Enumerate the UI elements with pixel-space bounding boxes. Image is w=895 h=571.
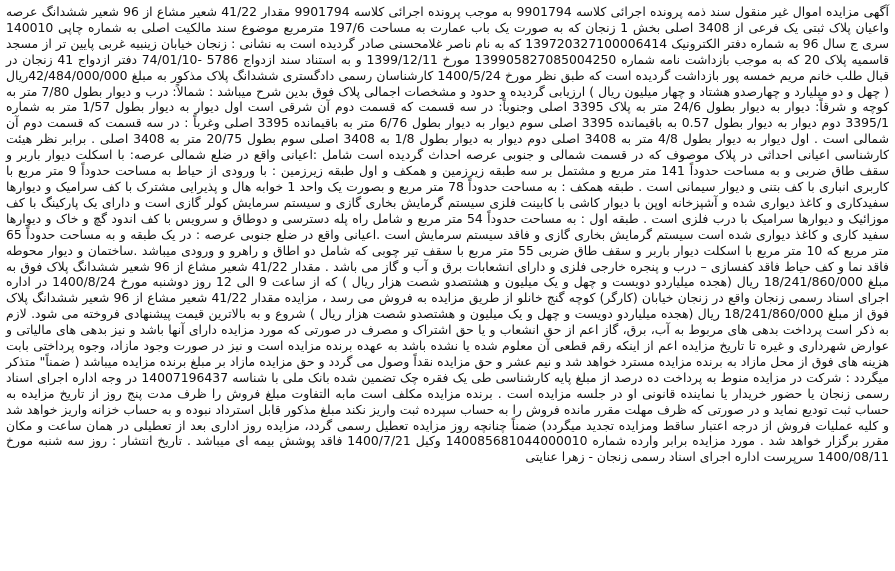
notice-body	[6, 4, 889, 465]
notice-text: آگهی مزایده اموال غیر منقول سند ذمه پرونده اجرائی کلاسه 9901794 به موجب پرونده اجرائی کلاسه 9901794 مقدار 41/22 شعیر مشاع از 96 شعیر ششدانگ عرصه واعیان پلاک ثبتی یک فرعی از 3408 اصلی بخش 1 زنجان که به صورت یک باب عمارت به مساحت 197/6 مترمربع موضوع سند مالکیت اصلی به شماره چاپی 140010 سری ج سال 96 به شماره دفتر الکترونیک 139720327100006414 که به نام ناصر غلامحسنی صادر گردیده است به نشانی : زنجان خیابان زینبیه غربی پایین تر از مسجد قاسمیه پلاک 20 که به موجب بازداشت نامه شماره 139905827085004250 مورخ 1399/12/11 و به استناد سند ازدواج 5786 -74/01/10 دفتر ازدواج 41 زنجان در قبال طلب خانم مریم خمسه پور بازداشت گردیده است که طبق نظر مورخ 1400/5/24 کارشناسان رسمی دادگستری ششدانگ پلاک مذکور به مبلغ 42/484/000/000ریال ( چهل و دو میلیارد و چهارصدو هشتاد و چهار میلیون ریال ) ارزیابی گردیده و حدود و مشخصات اجمالی پلاک فوق بدین شرح میباشد : شمالاً: درب و دیوار بطول 7/80 متر به کوچه و شرقاً: دیوار به دیوار بطول 24/6 متر به پلاک 3395 اصلی وجنوباً: در سه قسمت که قسمت دوم آن شرقی است اول دیوار به دیوار بطول 1/57 متر به شماره 3395/1 دوم دیوار به دیوار بطول 0.57 به باقیمانده 3395 اصلی سوم دیوار به دیوار بطول 6/76 متر به باقیمانده 3395 اصلی وغرباً : در سه قسمت که قسمت دوم آن شمالی است . اول دیوار به دیوار بطول 4/8 متر به 3408 اصلی دوم دیوار به دیوار بطول 1/8 به 3408 اصلی سوم بطول 20/75 متر به 3408 اصلی . برابر نظر هیئت کارشناسی اعیانی احداثی در پلاک موصوف که در قسمت شمالی و جنوبی عرصه احداث گردیده است شامل :اعیانی واقع در ضلع شمالی عرصه: با اسکلت دیوار باربر و سقف طاق ضربی و به مساحت حدوداً 141 متر مربع و مشتمل بر سه طبقه زیرزمین و همکف و اول طبقه زیرزمین : با ورودی از حیاط به مساحت حدوداً 9 متر مربع با کاربری انباری با کف بتنی و دیوار سیمانی است . طبقه همکف : به مساحت حدوداً 78 متر مربع و بصورت یک واحد 1 خوابه هال و پذیرایی مشترک با کف سرامیک و دیوارها سفیدکاری و کاغذ دیواری شده و آشپزخانه اوپن با دیوار کاشی با کابینت فلزی سیستم گرمایش بخاری گازی و سیستم سرمایش کولر گازی است و دارای یک پارکینگ با کف موزائیک و دیوارها سرامیک با درب فلزی است . طبقه اول : به مساحت حدوداً 54 متر مربع و شامل راه پله دسترسی و دوطاق و سرویس با کف اندود گچ و خاک و دیوارها سفید کاری و کاغذ دیواری شده است سیستم گرمایش بخاری گازی و فاقد سیستم سرمایش است .اعیانی واقع در ضلع جنوبی عرصه : در یک طبقه و به مساحت حدوداً 65 متر مربع که 10 متر مربع با اسکلت دیوار باربر و سقف طاق ضربی 55 متر مربع با سقف تیر چوبی که شامل دو اطاق و راهرو و ورودی میباشد .ساختمان و دیوار محوطه فاقد نما و کف حیاط فاقد کفسازی – درب و پنجره خارجی فلزی و دارای انشعابات برق و آب و گاز می باشد . مقدار 41/22 شعیر مشاع از 96 شعیر ششدانگ پلاک فوق به مبلغ 18/241/860/000 ریال (هجده میلیاردو دویست و چهل و یک میلیون و هشتصدو شصت هزار ریال ) که از ساعت 9 الی 12 روز دوشنبه مورخ 1400/8/24 در اداره اجرای اسناد رسمی زنجان واقع در زنجان خیابان (کارگر) کوچه گنج خانلو از طریق مزایده به فروش می رسد ، مزایده مقدار 41/22 شعیر مشاع از 96 شعیر ششدانگ پلاک فوق از مبلغ 18/241/860/000 ریال (هجده میلیاردو دویست و چهل و یک میلیون و هشتصدو شصت هزار ریال ) شروع و به بالاترین قیمت پیشنهادی فروخته می شود. لازم به ذکر است پرداخت بدهی های مربوط به آب، برق، گاز اعم از حق انشعاب و یا حق اشتراک و مصرف در صورتی که مورد مزایده دارای آنها باشد و نیز بدهی های مالیاتی و عوارض شهرداری و غیره تا تاریخ مزایده اعم از اینکه رقم قطعی آن معلوم شده یا نشده باشد به عهده برنده مزایده است و نیز در صورت وجود مازاد، وجوه پرداختی بابت هزینه های فوق از محل مازاد به برنده مزایده مسترد خواهد شد و نیم عشر و حق مزایده نقداً وصول می گردد و حق مزایده مازاد بر مبلغ برنده مزایده میباشد ( ضمناً" متذکر میگردد : شرکت در مزایده منوط به پرداخت ده درصد از مبلغ پایه کارشناسی طی یک فقره چک تضمین شده بانک ملی با شناسه 14007196437 در وجه اداره اجرای اسناد رسمی زنجان یا حضور خریدار یا نماینده قانونی او در جلسه مزایده است . برنده مزایده مکلف است مابه التفاوت مبلغ فروش را ظرف مدت پنج روز از تاریخ مزایده به حساب ثبت تودیع نماید و در صورتی که ظرف مهلت مقرر مانده فروش را به حساب سپرده ثبت واریز نکند مبلغ مذکور قابل استرداد نبوده و به حساب خزانه واریز خواهد شد و کلیه عملیات فروش از درجه اعتبار ساقط ومزایده تجدید میگردد) ضمناً چنانچه روز مزایده تعطیل رسمی گردد، مزایده روز اداری بعد از تعطیلی در همان ساعت و مکان مقرر برگزار خواهد شد . مورد مزایده برابر وارده شماره 140085681044000010 وکیل 1400/7/21 فاقد پوشش بیمه ای میباشد . تاریخ انتشار : روز سه شنبه مورخ 1400/08/11 سرپرست اداره اجرای اسناد رسمی	[6, 4, 889, 465]
notice-signature: زنجان - زهرا عنایتی	[525, 449, 628, 465]
